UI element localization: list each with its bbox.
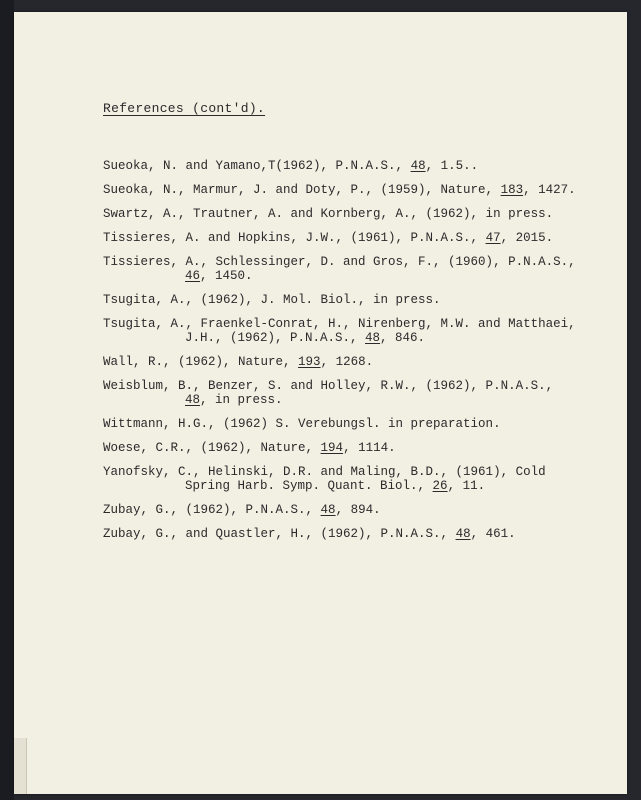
reference-item: [103, 503, 603, 517]
reference-text: Yanofsky, C., Helinski, D.R. and Maling, B.D., (1961), Cold: [103, 465, 546, 479]
reference-item: [103, 207, 603, 221]
volume-number: 48: [365, 331, 381, 345]
reference-item: [103, 417, 603, 431]
reference-line: [103, 441, 603, 455]
reference-item: [103, 159, 603, 173]
reference-text: Zubay, G., and Quastler, H., (1962), P.N.A.S.,: [103, 527, 456, 541]
reference-text: , 11.: [447, 479, 486, 493]
reference-line: [103, 231, 603, 245]
reference-item: [103, 465, 603, 493]
reference-continuation: [103, 331, 603, 345]
reference-item: [103, 231, 603, 245]
reference-text: Wall, R., (1962), Nature,: [103, 355, 299, 369]
reference-text: , 2015.: [500, 231, 554, 245]
reference-item: [103, 441, 603, 455]
volume-number: 183: [500, 183, 524, 197]
reference-text: Sueoka, N., Marmur, J. and Doty, P., (1959), Nature,: [103, 183, 501, 197]
volume-number: 47: [485, 231, 501, 245]
reference-item: [103, 317, 603, 345]
reference-text: Swartz, A., Trautner, A. and Kornberg, A., (1962), in press.: [103, 207, 554, 221]
volume-number: 48: [455, 527, 471, 541]
reference-text: J.H., (1962), P.N.A.S.,: [185, 331, 366, 345]
reference-list: [103, 159, 603, 541]
reference-line: [103, 379, 603, 393]
volume-number: 48: [410, 159, 426, 173]
scan-backdrop: [0, 0, 14, 800]
reference-line: [103, 355, 603, 369]
volume-number: 193: [298, 355, 321, 369]
reference-text: , 846.: [380, 331, 426, 345]
reference-text: Weisblum, B., Benzer, S. and Holley, R.W., (1962), P.N.A.S.,: [103, 379, 554, 393]
volume-number: 26: [432, 479, 448, 493]
volume-number: 48: [320, 503, 336, 517]
reference-item: [103, 183, 603, 197]
reference-line: [103, 417, 603, 431]
reference-text: , 461.: [470, 527, 516, 541]
reference-line: [103, 159, 603, 173]
reference-item: [103, 255, 603, 283]
reference-text: Spring Harb. Symp. Quant. Biol.,: [185, 479, 433, 493]
document-page: [14, 12, 627, 794]
reference-item: [103, 379, 603, 407]
reference-text: Tsugita, A., (1962), J. Mol. Biol., in press.: [103, 293, 441, 307]
reference-line: [103, 503, 603, 517]
volume-number: 46: [185, 269, 201, 283]
reference-text: , 1268.: [320, 355, 374, 369]
reference-line: [103, 527, 603, 541]
reference-text: , 1427.: [523, 183, 576, 197]
reference-text: , 894.: [335, 503, 381, 517]
reference-line: [103, 255, 603, 269]
reference-continuation: [103, 479, 603, 493]
page-tab: [14, 738, 27, 794]
volume-number: 48: [185, 393, 201, 407]
reference-text: Woese, C.R., (1962), Nature,: [103, 441, 321, 455]
reference-continuation: [103, 269, 603, 283]
reference-item: [103, 527, 603, 541]
reference-line: [103, 183, 603, 197]
reference-line: [103, 465, 603, 479]
reference-line: [103, 317, 603, 331]
reference-line: [103, 207, 603, 221]
volume-number: 194: [320, 441, 344, 455]
reference-text: , 1114.: [343, 441, 396, 455]
reference-text: Wittmann, H.G., (1962) S. Verebungsl. in preparation.: [103, 417, 501, 431]
reference-text: Tsugita, A., Fraenkel-Conrat, H., Nirenberg, M.W. and Matthaei,: [103, 317, 576, 331]
reference-item: [103, 293, 603, 307]
reference-text: , 1450.: [200, 269, 253, 283]
reference-text: , 1.5..: [425, 159, 479, 173]
reference-continuation: [103, 393, 603, 407]
page-heading: References (cont'd).: [103, 101, 266, 116]
reference-line: [103, 293, 603, 307]
reference-item: [103, 355, 603, 369]
reference-text: Sueoka, N. and Yamano,T(1962), P.N.A.S.,: [103, 159, 411, 173]
reference-text: Zubay, G., (1962), P.N.A.S.,: [103, 503, 321, 517]
reference-text: Tissieres, A., Schlessinger, D. and Gros, F., (1960), P.N.A.S.,: [103, 255, 576, 269]
reference-text: Tissieres, A. and Hopkins, J.W., (1961), P.N.A.S.,: [103, 231, 486, 245]
reference-text: , in press.: [200, 393, 283, 407]
